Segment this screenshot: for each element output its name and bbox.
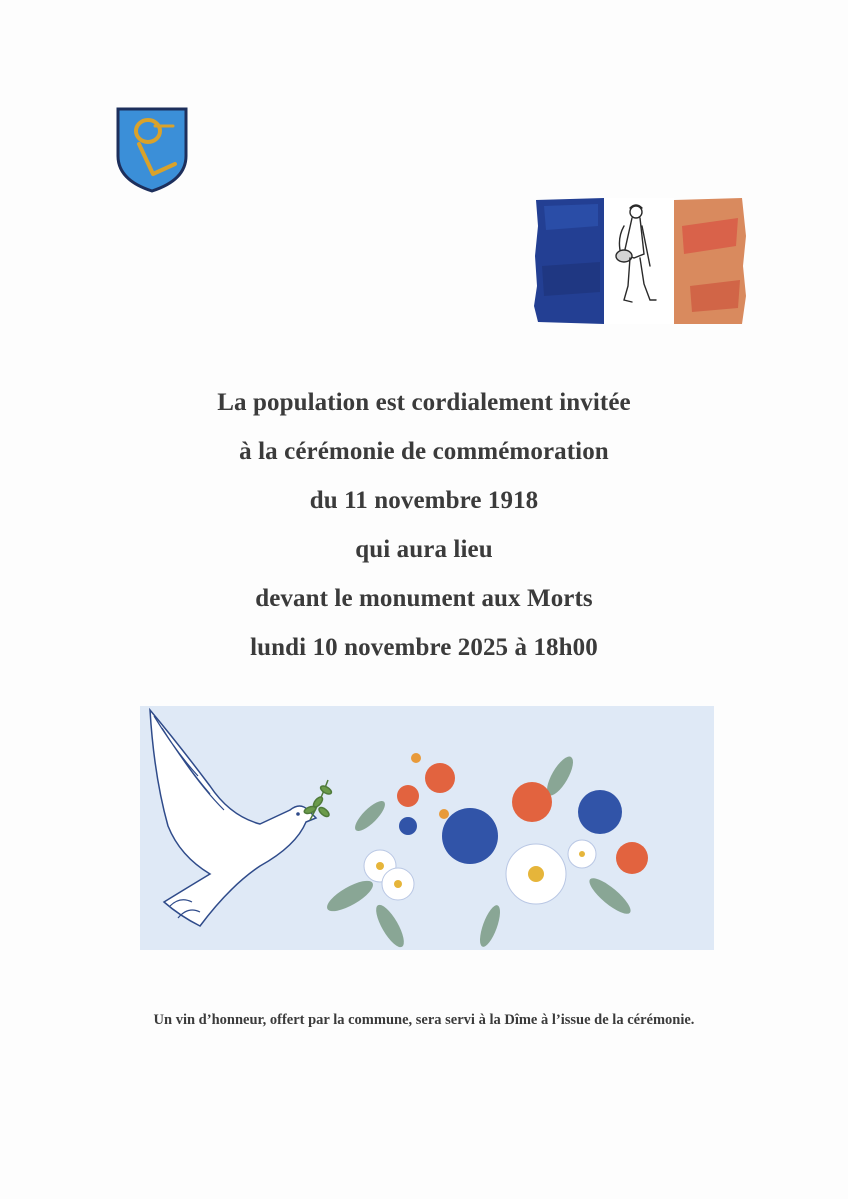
invitation-line-1: La population est cordialement invitée — [217, 389, 631, 416]
invitation-text — [0, 378, 848, 672]
invitation-line-5: devant le monument aux Morts — [255, 585, 593, 612]
footer-note: Un vin d’honneur, offert par la commune, sera servi à la Dîme à l’issue de la cérémonie. — [153, 1012, 695, 1028]
invitation-line-2: à la cérémonie de commémoration — [239, 438, 609, 465]
invitation-line-4: qui aura lieu — [355, 536, 493, 563]
dove-and-flowers-illustration — [140, 706, 714, 950]
invitation-line-3: du 11 novembre 1918 — [309, 487, 539, 514]
invitation-line-6: lundi 10 novembre 2025 à 18h00 — [250, 634, 598, 661]
french-flag-soldier-illustration — [532, 196, 748, 328]
coat-of-arms-icon — [115, 106, 189, 194]
